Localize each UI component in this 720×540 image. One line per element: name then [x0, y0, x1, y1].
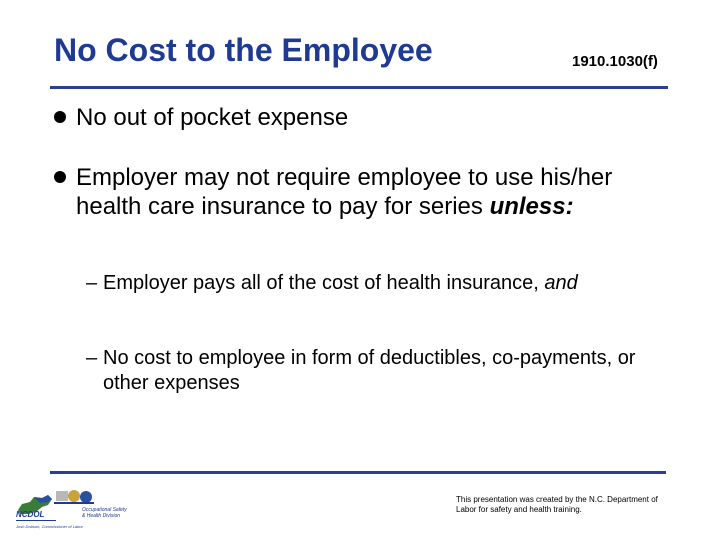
logo-tagline: Josh Dobson, Commissioner of Labor: [16, 524, 83, 529]
bullet-text: Employer may not require employee to use his/her health care insurance to pay for series: [76, 164, 613, 220]
footer-divider: [50, 471, 666, 474]
regulation-reference: 1910.1030(f): [572, 53, 658, 70]
sub-bullet-text: Employer pays all of the cost of health insurance,: [103, 272, 545, 294]
logo-line-1: Occupational Safety: [82, 507, 127, 513]
slide-title: No Cost to the Employee: [54, 32, 433, 68]
sub-bullet-emphasis: and: [544, 272, 578, 294]
sub-bullet-text-block: [103, 271, 646, 296]
bullet-dot-icon: [54, 171, 66, 183]
bullet-emphasis: unless:: [489, 193, 574, 220]
sub-bullet-dash: –: [86, 347, 98, 369]
bullet-text: No out of pocket expense: [76, 104, 349, 131]
ncdol-logo: [10, 486, 150, 532]
ncdol-logo-graphic: [10, 486, 150, 532]
logo-name: NCDOL: [16, 510, 45, 519]
bullet-dot-icon: [54, 111, 66, 123]
bullet-text-block: [76, 163, 666, 221]
sub-bullet-dash: –: [86, 272, 98, 294]
sub-bullet-text: No cost to employee in form of deductibles, co-payments, or other expenses: [103, 347, 636, 394]
logo-line-2: & Health Division: [82, 513, 121, 519]
title-divider: [50, 86, 668, 89]
presentation-credit: This presentation was created by the N.C. Department of Labor for safety and health training.: [456, 495, 658, 514]
